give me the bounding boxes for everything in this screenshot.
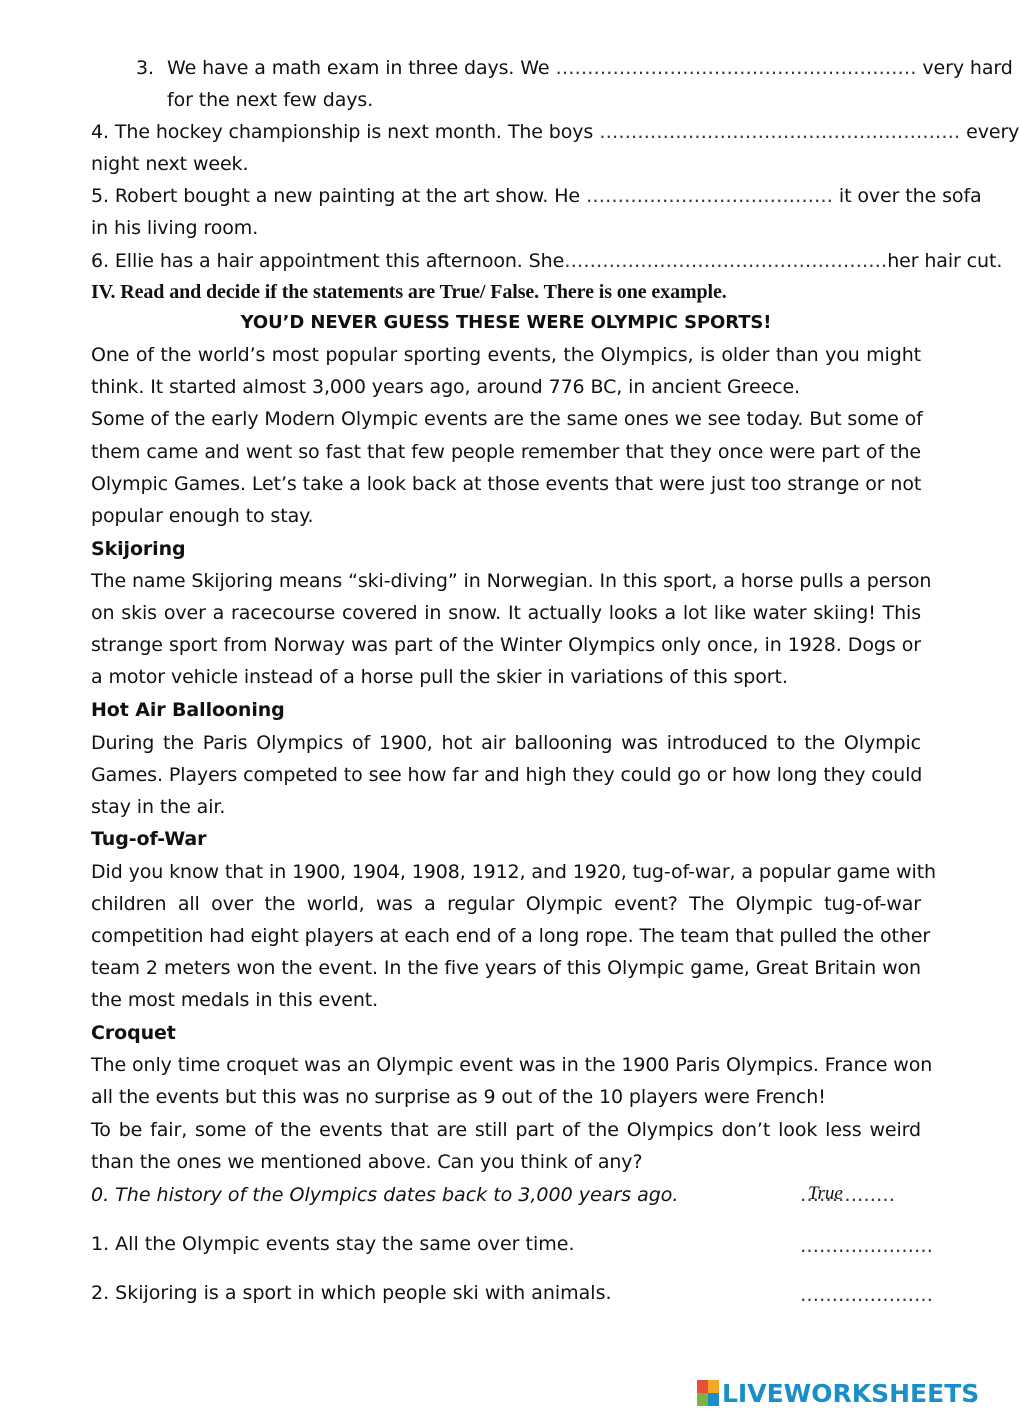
croquet-line: than the ones we mentioned above. Can you think of any? — [91, 1151, 643, 1173]
item-3-number: 3. — [136, 57, 154, 79]
item-3-text: We have a math exam in three days. We — [167, 57, 550, 79]
question-1-text: 1. All the Olympic events stay the same over time. — [91, 1233, 575, 1255]
item-3-blank[interactable]: ………………………………………………… — [555, 57, 917, 79]
question-0-dots: …………… — [800, 1184, 895, 1206]
question-2-dots: ………………… — [800, 1284, 933, 1306]
item-4-line — [91, 116, 1019, 148]
question-0-text: 0. The history of the Olympics dates back to 3,000 years ago. — [91, 1184, 679, 1206]
item-5-continuation: in his living room. — [91, 217, 259, 239]
question-0-answer-field[interactable] — [800, 1183, 904, 1205]
skijoring-line: strange sport from Norway was part of the Winter Olympics only once, in 1928. Dogs or — [91, 634, 921, 656]
item-4-text-after: every — [966, 121, 1019, 143]
intro2-line: Some of the early Modern Olympic events are the same ones we see today. But some of — [91, 408, 923, 430]
question-2-answer-field[interactable] — [800, 1283, 904, 1305]
item-3-line — [167, 52, 1013, 84]
croquet-heading: Croquet — [91, 1022, 176, 1044]
intro2-line: them came and went so fast that few people remember that they once were part of the — [91, 441, 921, 463]
skijoring-line: The name Skijoring means “ski-diving” in Norwegian. In this sport, a horse pulls a person — [91, 570, 932, 592]
skijoring-heading: Skijoring — [91, 538, 186, 560]
skijoring-line: on skis over a racecourse covered in snow. It actually looks a lot like water skiing! This — [91, 602, 921, 624]
ballooning-line: Games. Players competed to see how far and high they could go or how long they could — [91, 764, 923, 786]
tugofwar-line: Did you know that in 1900, 1904, 1908, 1912, and 1920, tug-of-war, a popular game with — [91, 861, 936, 883]
item-5-text-after: it over the sofa — [838, 185, 982, 207]
skijoring-line: a motor vehicle instead of a horse pull the skier in variations of this sport. — [91, 666, 788, 688]
liveworksheets-logo — [697, 1377, 979, 1409]
intro2-line: Olympic Games. Let’s take a look back at those events that were just too strange or not — [91, 473, 922, 495]
croquet-line: all the events but this was no surprise as 9 out of the 10 players were French! — [91, 1086, 826, 1108]
liveworksheets-logo-text: LIVEWORKSHEETS — [722, 1378, 980, 1408]
item-4-text: 4. The hockey championship is next month. The boys — [91, 121, 594, 143]
liveworksheets-logo-icon — [697, 1380, 719, 1406]
tugofwar-line: the most medals in this event. — [91, 989, 379, 1011]
item-5-blank[interactable]: ………………………………… — [585, 185, 833, 207]
intro2-line: popular enough to stay. — [91, 505, 314, 527]
item-5-text: 5. Robert bought a new painting at the art show. He — [91, 185, 581, 207]
tugofwar-line: competition had eight players at each end of a long rope. The team that pulled the other — [91, 925, 931, 947]
item-6-text: 6. Ellie has a hair appointment this afternoon. She — [91, 250, 565, 272]
ballooning-line: During the Paris Olympics of 1900, hot air ballooning was introduced to the Olympic — [91, 732, 921, 754]
item-3-text-after: very hard — [922, 57, 1013, 79]
article-title: YOU’D NEVER GUESS THESE WERE OLYMPIC SPORTS! — [240, 312, 772, 333]
item-6-line — [91, 245, 1003, 277]
item-5-line — [91, 180, 982, 212]
question-2-text: 2. Skijoring is a sport in which people ski with animals. — [91, 1282, 612, 1304]
intro1-line: One of the world’s most popular sporting events, the Olympics, is older than you might — [91, 344, 921, 366]
section-heading: IV. Read and decide if the statements are True/ False. There is one example. — [91, 281, 727, 303]
item-3-continuation: for the next few days. — [167, 89, 374, 111]
croquet-line: The only time croquet was an Olympic event was in the 1900 Paris Olympics. France won — [91, 1054, 933, 1076]
croquet-line: To be fair, some of the events that are still part of the Olympics don’t look less weird — [91, 1119, 921, 1141]
question-1-dots: ………………… — [800, 1235, 933, 1257]
item-6-text-after: her hair cut. — [887, 250, 1003, 272]
item-6-blank[interactable]: …………………………………………… — [564, 250, 888, 272]
question-1-answer-field[interactable] — [800, 1234, 904, 1256]
tugofwar-line: children all over the world, was a regular Olympic event? The Olympic tug-of-war — [91, 893, 921, 915]
tugofwar-heading: Tug-of-War — [91, 828, 207, 850]
item-4-continuation: night next week. — [91, 153, 249, 175]
tugofwar-line: team 2 meters won the event. In the five years of this Olympic game, Great Britain won — [91, 957, 921, 979]
item-4-blank[interactable]: ………………………………………………… — [599, 121, 961, 143]
ballooning-line: stay in the air. — [91, 796, 226, 818]
intro1-line: think. It started almost 3,000 years ago, around 776 BC, in ancient Greece. — [91, 376, 800, 398]
ballooning-heading: Hot Air Ballooning — [91, 699, 285, 721]
